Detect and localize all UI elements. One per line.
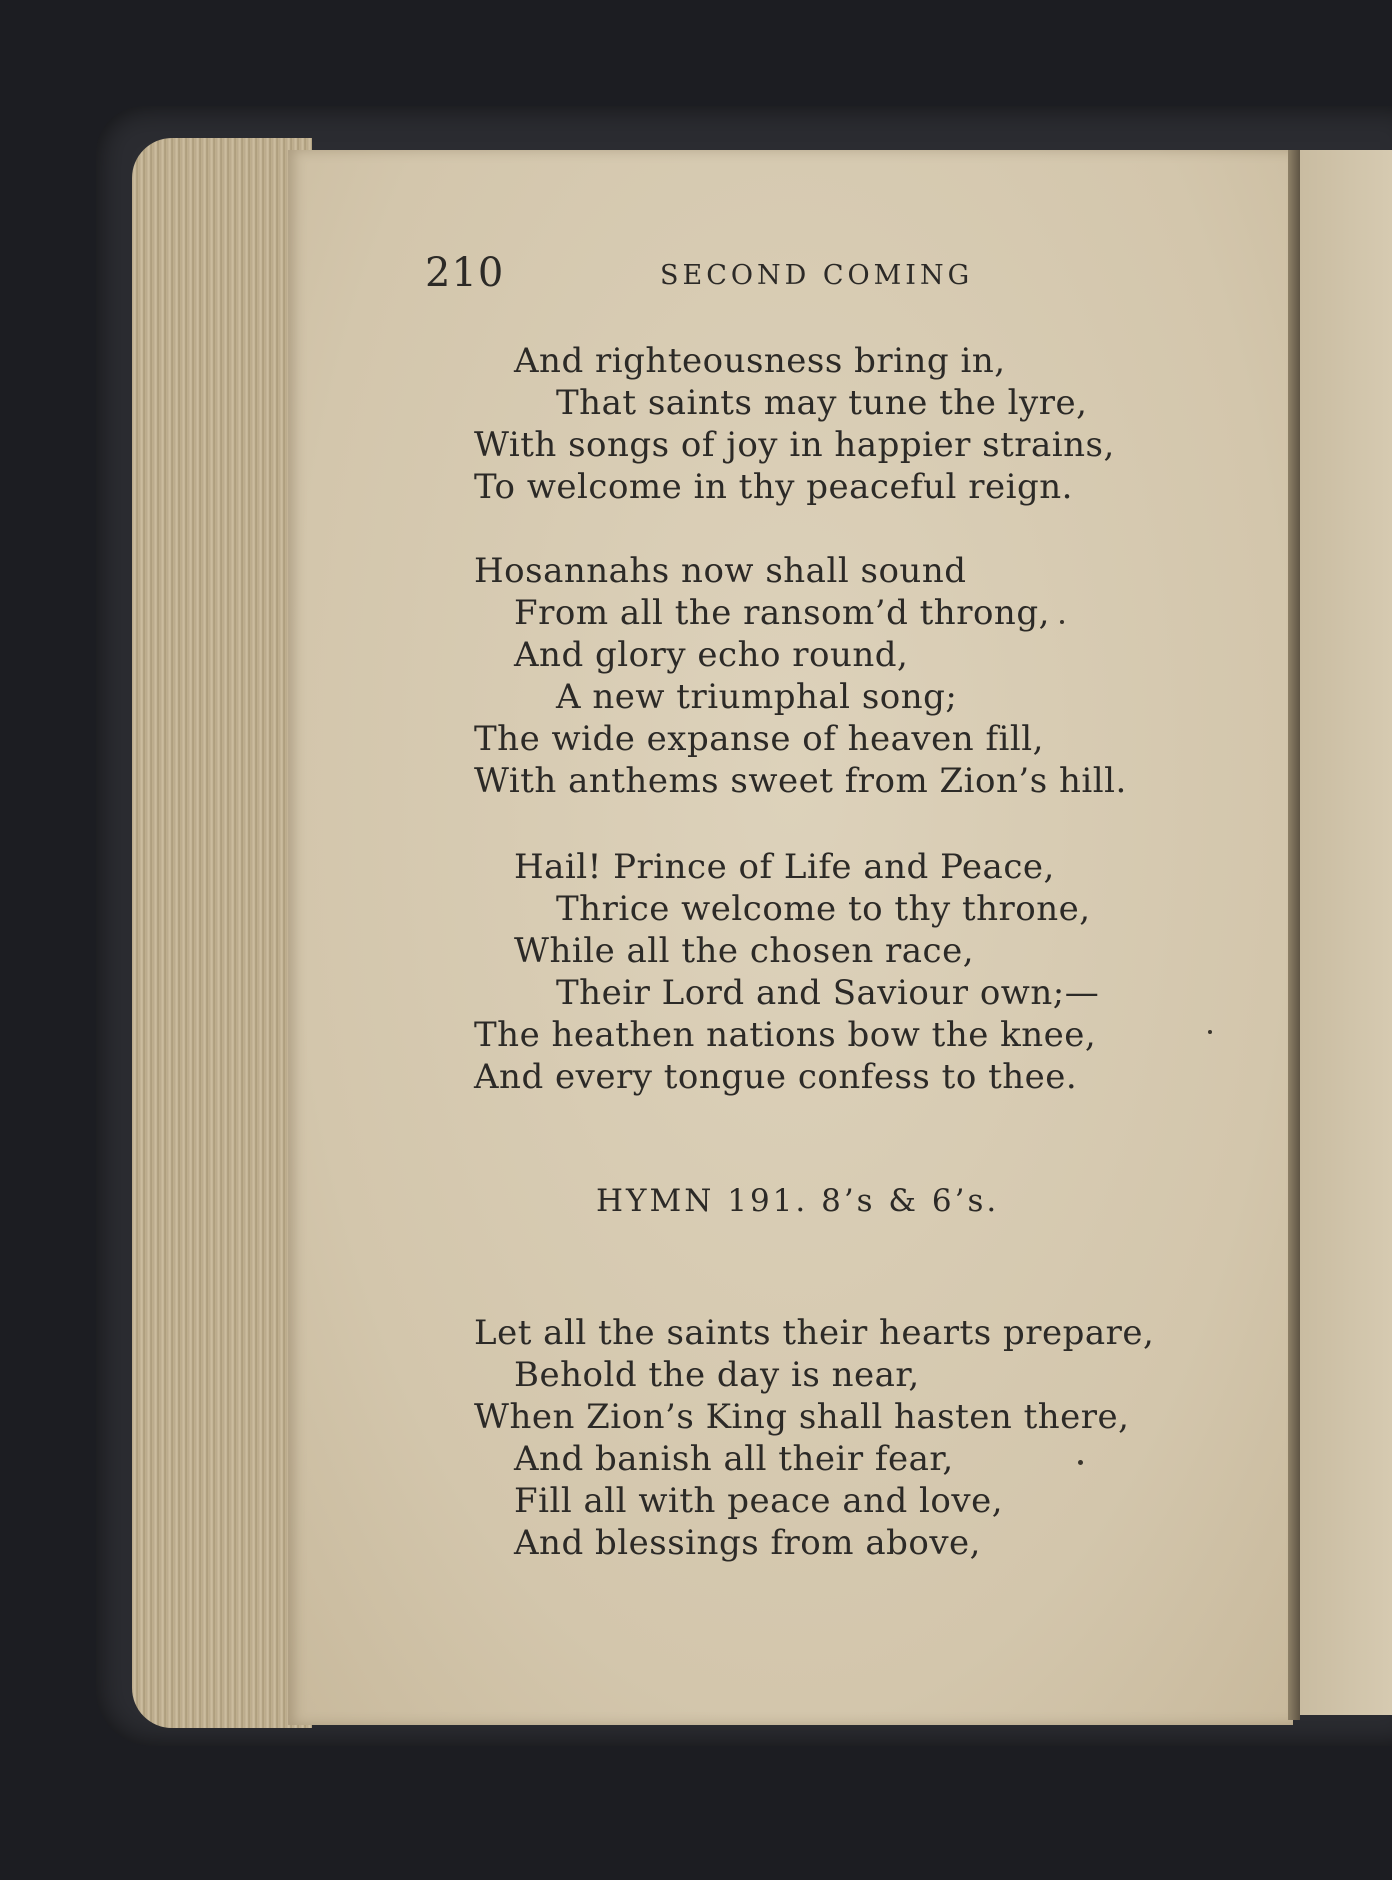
verse-line: When Zion’s King shall hasten there, <box>474 1397 1130 1437</box>
verse-line: With songs of joy in happier strains, <box>474 425 1115 465</box>
verse-line: Their Lord and Saviour own;— <box>556 973 1100 1013</box>
verse-line: And righteousness bring in, <box>514 341 1006 381</box>
ink-speck <box>1078 1460 1083 1465</box>
verse-line: Behold the day is near, <box>514 1355 920 1395</box>
verse-line: The heathen nations bow the knee, <box>474 1015 1097 1055</box>
verse-line: Hail! Prince of Life and Peace, <box>514 847 1055 887</box>
ink-speck <box>1208 1030 1212 1034</box>
verse-line: While all the chosen race, <box>514 931 975 971</box>
book-gutter <box>1288 150 1300 1720</box>
verse-line: And banish all their fear, <box>514 1439 954 1479</box>
hymn-heading: HYMN 191. 8’s & 6’s. <box>596 1183 1000 1219</box>
verse-line: Thrice welcome to thy throne, <box>556 889 1091 929</box>
verse-line: With anthems sweet from Zion’s hill. <box>474 761 1127 801</box>
page-header <box>420 250 1030 300</box>
verse-line: And every tongue confess to thee. <box>474 1057 1078 1097</box>
verse-line: Hosannahs now shall sound <box>474 551 967 591</box>
verse-line: Fill all with peace and love, <box>514 1481 1004 1521</box>
verse-line: To welcome in thy peaceful reign. <box>474 467 1073 507</box>
verse-line: The wide expanse of heaven fill, <box>474 719 1044 759</box>
facing-page-edge <box>1300 150 1392 1715</box>
verse-line: And glory echo round, <box>514 635 909 675</box>
verse-line: From all the ransom’d throng, <box>514 593 1050 633</box>
page-edges <box>132 138 312 1728</box>
verse-line: And blessings from above, <box>514 1523 981 1563</box>
verse-line: That saints may tune the lyre, <box>556 383 1088 423</box>
page-number: 210 <box>425 250 505 296</box>
running-title: SECOND COMING <box>660 260 974 291</box>
verse-line: Let all the saints their hearts prepare, <box>474 1313 1155 1353</box>
ink-speck <box>1060 620 1064 624</box>
verse-line: A new triumphal song; <box>556 677 958 717</box>
